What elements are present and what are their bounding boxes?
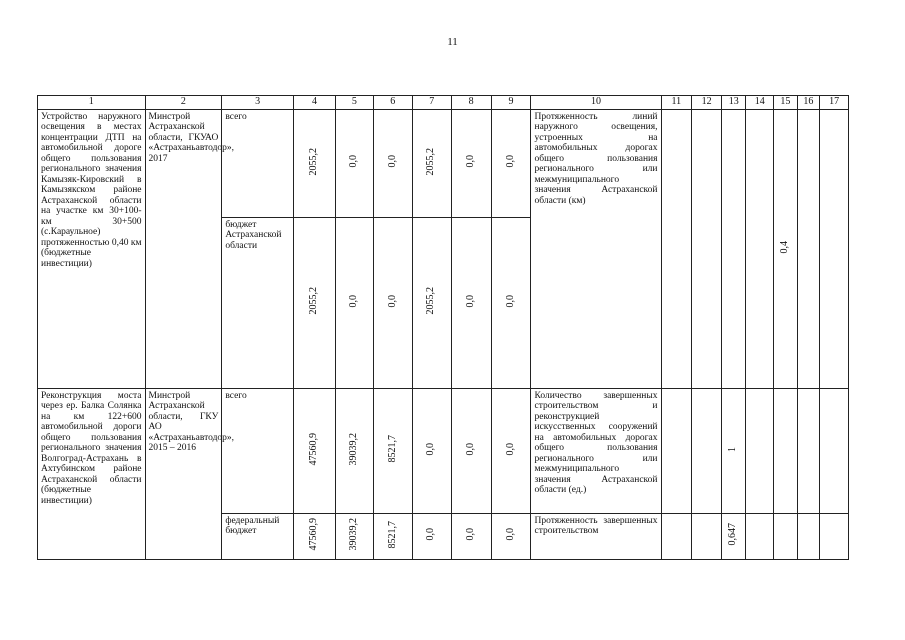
empty-cell xyxy=(692,109,722,388)
value-cell: 47560,9 xyxy=(293,388,335,513)
empty-cell xyxy=(820,513,849,559)
funding-source: всего xyxy=(222,388,294,513)
empty-cell xyxy=(661,513,692,559)
indicator-text: Протяженность завершенных строительством xyxy=(531,513,661,559)
empty-cell xyxy=(661,109,692,388)
header-cell: 9 xyxy=(491,96,531,110)
empty-cell xyxy=(797,109,820,388)
funding-source: всего xyxy=(222,109,294,217)
event-name: Устройство наружного освещения в местах концентрации ДТП на автомобильной дороге общего пользования регионального значения Камызяк-Кировский в Камызякском районе Астраханской области на участке км 30+100-км 30+500 (с.Караульное) протяженностью 0,40 км (бюджетные инвестиции) xyxy=(38,109,146,388)
header-cell: 13 xyxy=(721,96,746,110)
value-cell: 0,0 xyxy=(451,513,491,559)
header-cell: 6 xyxy=(373,96,412,110)
empty-cell xyxy=(774,388,798,513)
table-row xyxy=(38,109,849,217)
program-table xyxy=(37,95,849,560)
event-executor: Минстрой Астраханской области, ГКУ АО «Астраханьавтодор», 2015 – 2016 xyxy=(145,388,222,559)
value-cell: 0,0 xyxy=(451,109,491,217)
empty-cell xyxy=(746,388,774,513)
header-cell: 12 xyxy=(692,96,722,110)
empty-cell xyxy=(797,513,820,559)
header-cell: 4 xyxy=(293,96,335,110)
empty-cell xyxy=(820,388,849,513)
header-cell: 17 xyxy=(820,96,849,110)
header-cell: 8 xyxy=(451,96,491,110)
event-executor: Минстрой Астраханской области, ГКУАО «Астраханьавтодор», 2017 xyxy=(145,109,222,388)
value-cell: 1 xyxy=(721,388,746,513)
value-cell: 0,0 xyxy=(451,388,491,513)
empty-cell xyxy=(721,109,746,388)
value-cell: 0,0 xyxy=(451,217,491,388)
value-cell: 8521,7 xyxy=(373,513,412,559)
value-cell: 2055,2 xyxy=(412,109,451,217)
value-cell: 0,647 xyxy=(721,513,746,559)
value-cell: 47560,9 xyxy=(293,513,335,559)
value-cell: 0,0 xyxy=(412,513,451,559)
value-cell: 2055,2 xyxy=(293,109,335,217)
value-cell: 0,0 xyxy=(335,109,373,217)
empty-cell xyxy=(692,513,722,559)
value-cell: 0,0 xyxy=(412,388,451,513)
header-cell: 15 xyxy=(774,96,798,110)
indicator-text: Количество завершенных строительством и реконструкцией искусственных сооружений на автомобильных дорогах общего пользования регионального или межмуниципального значения Астраханской области (ед.) xyxy=(531,388,661,513)
header-cell: 14 xyxy=(746,96,774,110)
header-cell: 11 xyxy=(661,96,692,110)
table-row xyxy=(38,388,849,513)
value-cell: 0,0 xyxy=(373,109,412,217)
indicator-text: Протяженность линий наружного освещения, устроенных на автомобильных дорогах общего пользования регионального или межмуниципального значения Астраханской области (км) xyxy=(531,109,661,388)
empty-cell xyxy=(797,388,820,513)
empty-cell xyxy=(661,388,692,513)
empty-cell xyxy=(820,109,849,388)
value-cell: 39039,2 xyxy=(335,513,373,559)
header-row xyxy=(38,96,849,110)
header-cell: 16 xyxy=(797,96,820,110)
page-number: 11 xyxy=(447,36,458,48)
header-cell: 5 xyxy=(335,96,373,110)
value-cell: 2055,2 xyxy=(412,217,451,388)
event-name: Реконструкция моста через ер. Балка Солянка на км 122+600 автомобильной дороги общего пользования регионального значения Волгоград-Астрахань в Ахтубинском районе Астраханской области (бюджетные инвестиции) xyxy=(38,388,146,559)
header-cell: 10 xyxy=(531,96,661,110)
value-cell: 0,0 xyxy=(373,217,412,388)
value-cell: 0,4 xyxy=(774,109,798,388)
empty-cell xyxy=(692,388,722,513)
empty-cell xyxy=(746,109,774,388)
value-cell: 0,0 xyxy=(491,109,531,217)
header-cell: 7 xyxy=(412,96,451,110)
empty-cell xyxy=(746,513,774,559)
value-cell: 0,0 xyxy=(335,217,373,388)
value-cell: 0,0 xyxy=(491,217,531,388)
empty-cell xyxy=(774,513,798,559)
header-cell: 3 xyxy=(222,96,294,110)
value-cell: 0,0 xyxy=(491,388,531,513)
value-cell: 0,0 xyxy=(491,513,531,559)
funding-source: бюджет Астраханской области xyxy=(222,217,294,388)
value-cell: 2055,2 xyxy=(293,217,335,388)
funding-source: федеральный бюджет xyxy=(222,513,294,559)
value-cell: 8521,7 xyxy=(373,388,412,513)
header-cell: 1 xyxy=(38,96,146,110)
header-cell: 2 xyxy=(145,96,222,110)
value-cell: 39039,2 xyxy=(335,388,373,513)
